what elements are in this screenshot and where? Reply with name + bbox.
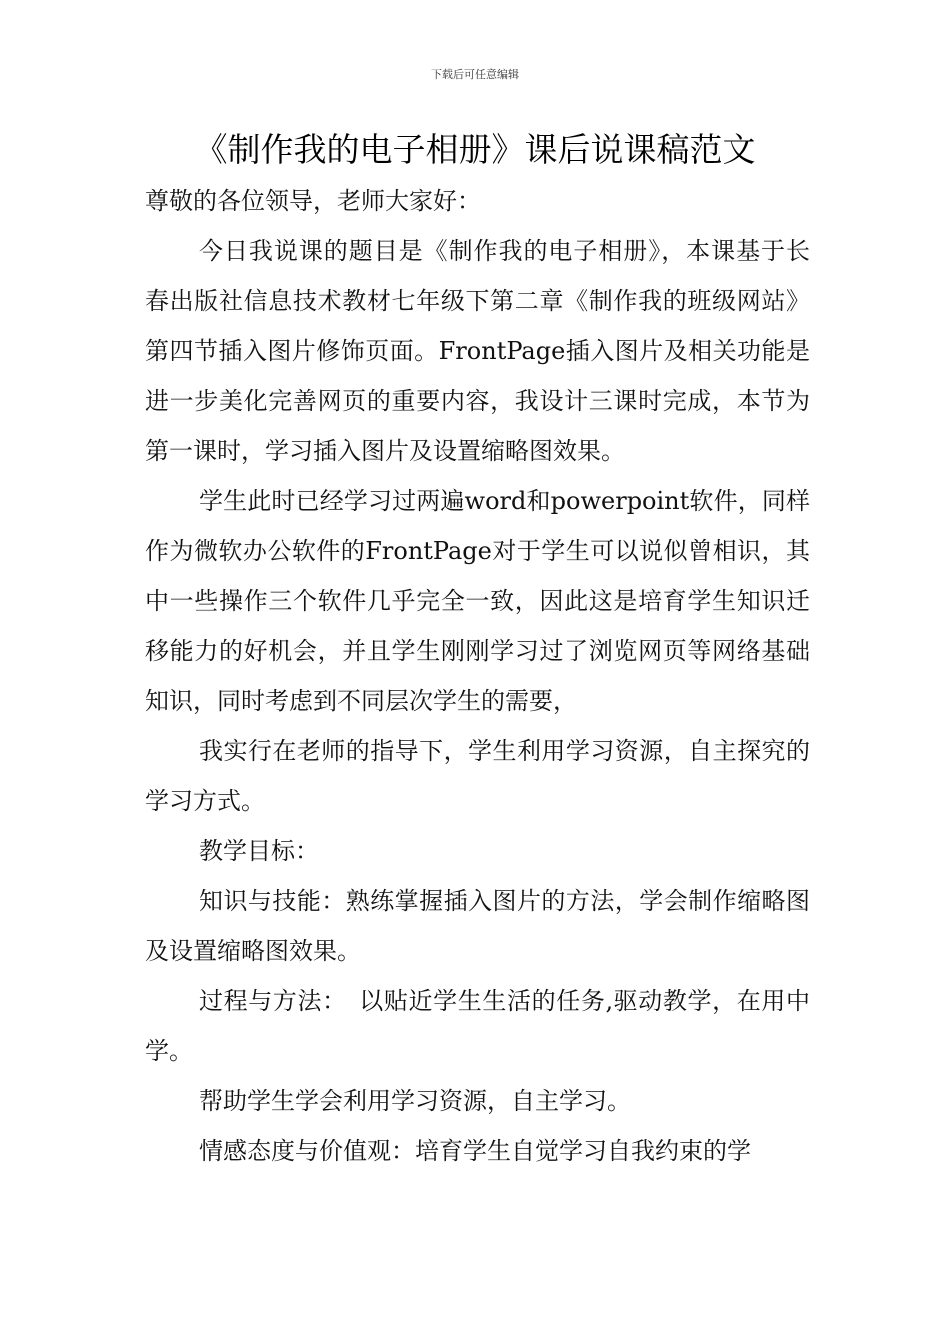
- paragraph-method: 我实行在老师的指导下，学生利用学习资源，自主探究的学习方式。: [145, 737, 810, 815]
- paragraph-greeting: 尊敬的各位领导，老师大家好：: [145, 187, 481, 215]
- header-note: 下载后可任意编辑: [431, 68, 519, 81]
- paragraph-process-method: 过程与方法： 以贴近学生生活的任务,驱动教学，在用中学。: [145, 987, 810, 1065]
- paragraph-knowledge-skills: 知识与技能：熟练掌握插入图片的方法，学会制作缩略图及设置缩略图效果。: [145, 887, 810, 965]
- paragraph-student-analysis: 学生此时已经学习过两遍word和powerpoint软件，同样作为微软办公软件的FrontPage对于学生可以说似曾相识，其中一些操作三个软件几乎完全一致，因此这是培育学生知识迁移能力的好机会，并且学生刚刚学习过了浏览网页等网络基础知识，同时考虑到不同层次学生的需要，: [145, 487, 810, 715]
- paragraph-learning-resources: 帮助学生学会利用学习资源，自主学习。: [199, 1087, 631, 1115]
- paragraph-emotional-attitude: 情感态度与价值观：培育学生自觉学习自我约束的学: [199, 1137, 751, 1165]
- document-title: 《制作我的电子相册》课后说课稿范文: [194, 130, 756, 169]
- document-body: [145, 176, 810, 1176]
- paragraph-topic: 今日我说课的题目是《制作我的电子相册》，本课基于长春出版社信息技术教材七年级下第二章《制作我的班级网站》第四节插入图片修饰页面。FrontPage插入图片及相关功能是进一步美化完善网页的重要内容，我设计三课时完成，本节为第一课时，学习插入图片及设置缩略图效果。: [145, 237, 810, 465]
- paragraph-objectives-heading: 教学目标：: [199, 837, 319, 865]
